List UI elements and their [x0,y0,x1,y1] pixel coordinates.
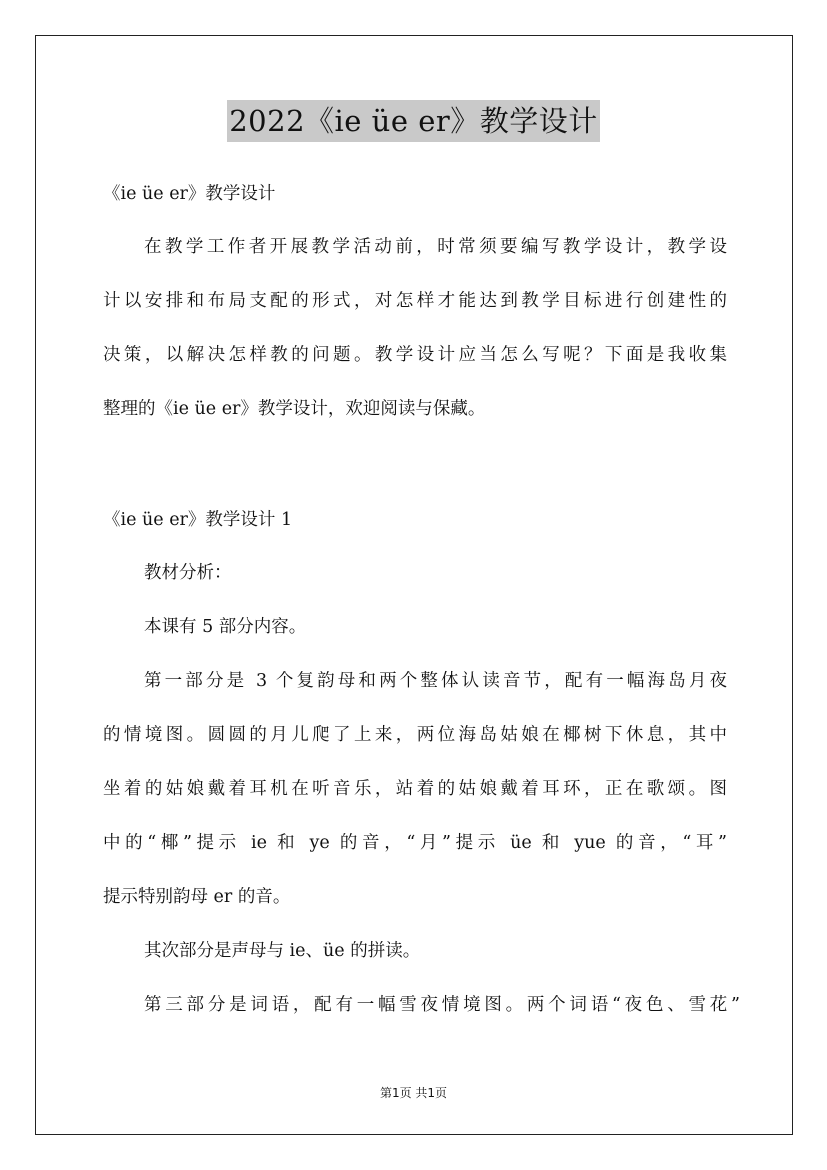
part1-line-4: 中的“椰”提示 ie 和 ye 的音，“月”提示 üe 和 yue 的音，“耳” [103,833,727,853]
intro-line-1: 在教学工作者开展教学活动前，时常须要编写教学设计，教学设 [144,237,727,257]
content-count: 本课有 5 部分内容。 [144,617,307,637]
intro-line-3: 决策，以解决怎样教的问题。教学设计应当怎么写呢？下面是我收集 [103,345,727,365]
part1-line-3: 坐着的姑娘戴着耳机在听音乐，站着的姑娘戴着耳环，正在歌颂。图 [103,779,727,799]
part1-line-5: 提示特别韵母 er 的音。 [103,887,291,907]
part1-line-1: 第一部分是 3 个复韵母和两个整体认读音节，配有一幅海岛月夜 [144,671,727,691]
part2-line: 其次部分是声母与 ie、üe 的拼读。 [144,941,421,961]
intro-line-4: 整理的《ie üe er》教学设计，欢迎阅读与保藏。 [103,399,486,419]
part1-line-2: 的情境图。圆圆的月儿爬了上来，两位海岛姑娘在椰树下休息，其中 [103,725,727,745]
section-heading: 《ie üe er》教学设计 1 [103,510,293,530]
subtitle: 《ie üe er》教学设计 [103,184,276,204]
part3-line: 第三部分是词语，配有一幅雪夜情境图。两个词语“夜色、雪花” [144,995,740,1015]
title-container [0,100,827,142]
page-footer: 第1页 共1页 [379,1086,448,1100]
document-title: 2022《ie üe er》教学设计 [227,100,600,142]
intro-line-2: 计以安排和布局支配的形式，对怎样才能达到教学目标进行创建性的 [103,291,727,311]
material-analysis-label: 教材分析： [144,563,232,583]
